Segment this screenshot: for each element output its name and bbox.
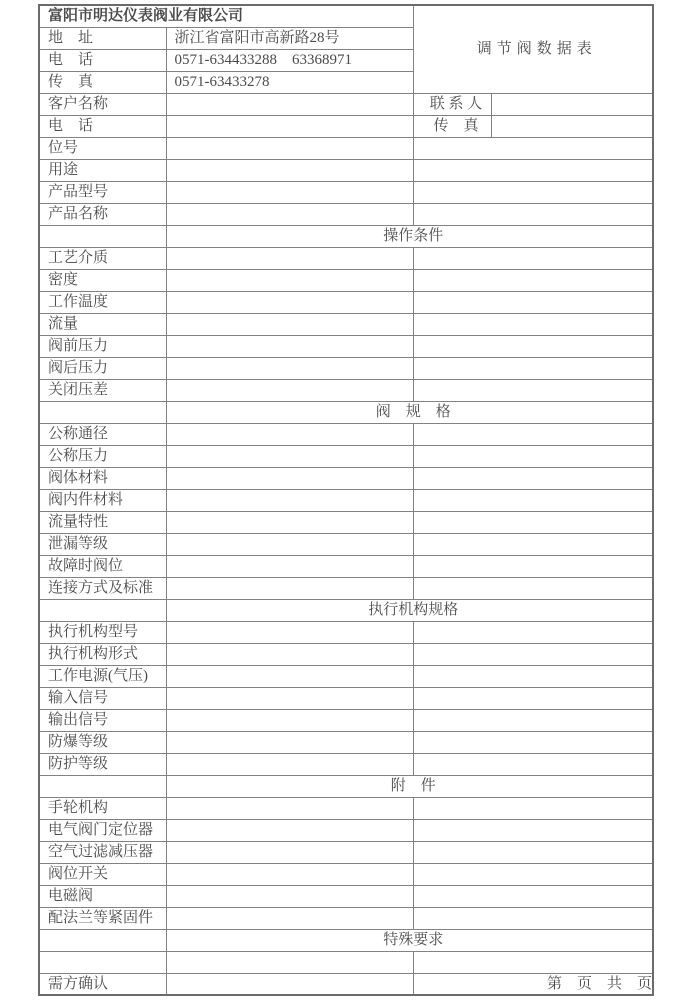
row-nominal-diameter xyxy=(39,423,653,445)
downstream-pressure-label: 阀后压力 xyxy=(39,357,166,379)
row-connection-standard xyxy=(39,577,653,599)
section-valve-spec xyxy=(39,401,653,423)
air-filter-regulator-label: 空气过滤减压器 xyxy=(39,841,166,863)
address-label: 地 址 xyxy=(39,27,166,49)
contact-person-value xyxy=(491,93,653,115)
row-trim-material xyxy=(39,489,653,511)
product-model-value xyxy=(166,181,413,203)
customer-name-label: 客户名称 xyxy=(39,93,166,115)
section-left-cell xyxy=(39,599,166,621)
row-explosion-proof-rating xyxy=(39,731,653,753)
body-material-label: 阀体材料 xyxy=(39,467,166,489)
leakage-class-label: 泄漏等级 xyxy=(39,533,166,555)
page-number-label: 第 页 共 页 xyxy=(413,973,653,995)
row-power-supply xyxy=(39,665,653,687)
section-left-cell xyxy=(39,401,166,423)
row-company xyxy=(39,5,653,27)
section-left-cell xyxy=(39,225,166,247)
explosion-proof-rating-label: 防爆等级 xyxy=(39,731,166,753)
failure-position-label: 故障时阀位 xyxy=(39,555,166,577)
row-product-model xyxy=(39,181,653,203)
row-actuator-type xyxy=(39,643,653,665)
row-leakage-class xyxy=(39,533,653,555)
position-switch-label: 阀位开关 xyxy=(39,863,166,885)
row-customer-phone xyxy=(39,115,653,137)
row-customer-name xyxy=(39,93,653,115)
product-model-extra xyxy=(413,181,653,203)
application-value xyxy=(166,159,413,181)
phone-value: 0571-634433288 63368971 xyxy=(166,49,413,71)
row-footer xyxy=(39,973,653,995)
product-name-value xyxy=(166,203,413,225)
address-value: 浙江省富阳市高新路28号 xyxy=(166,27,413,49)
application-label: 用途 xyxy=(39,159,166,181)
contact-person-label: 联 系 人 xyxy=(413,93,491,115)
company-name: 富阳市明达仪表阀业有限公司 xyxy=(39,5,413,27)
row-upstream-pressure xyxy=(39,335,653,357)
upstream-pressure-label: 阀前压力 xyxy=(39,335,166,357)
row-actuator-model xyxy=(39,621,653,643)
row-air-filter-regulator xyxy=(39,841,653,863)
tag-number-value xyxy=(166,137,413,159)
row-density xyxy=(39,269,653,291)
connection-standard-label: 连接方式及标准 xyxy=(39,577,166,599)
customer-fax-value xyxy=(491,115,653,137)
section-left-cell xyxy=(39,775,166,797)
solenoid-valve-label: 电磁阀 xyxy=(39,885,166,907)
actuator-model-label: 执行机构型号 xyxy=(39,621,166,643)
buyer-confirmation-label: 需方确认 xyxy=(39,973,166,995)
tag-number-label: 位号 xyxy=(39,137,166,159)
accessories-title: 附 件 xyxy=(166,775,653,797)
output-signal-label: 输出信号 xyxy=(39,709,166,731)
row-nominal-pressure xyxy=(39,445,653,467)
customer-fax-label: 传 真 xyxy=(413,115,491,137)
row-tag-number xyxy=(39,137,653,159)
customer-phone-value xyxy=(166,115,413,137)
shutoff-differential-label: 关闭压差 xyxy=(39,379,166,401)
row-output-signal xyxy=(39,709,653,731)
application-extra xyxy=(413,159,653,181)
row-body-material xyxy=(39,467,653,489)
section-actuator-spec xyxy=(39,599,653,621)
row-shutoff-differential xyxy=(39,379,653,401)
product-name-extra xyxy=(413,203,653,225)
row-failure-position xyxy=(39,555,653,577)
row-process-medium xyxy=(39,247,653,269)
customer-name-value xyxy=(166,93,413,115)
fax-value: 0571-63433278 xyxy=(166,71,413,93)
actuator-spec-title: 执行机构规格 xyxy=(166,599,653,621)
row-solenoid-valve xyxy=(39,885,653,907)
row-special-requirements-blank xyxy=(39,951,653,973)
row-application xyxy=(39,159,653,181)
row-product-name xyxy=(39,203,653,225)
tag-number-extra xyxy=(413,137,653,159)
process-medium-label: 工艺介质 xyxy=(39,247,166,269)
flow-rate-label: 流量 xyxy=(39,313,166,335)
density-label: 密度 xyxy=(39,269,166,291)
flow-characteristic-label: 流量特性 xyxy=(39,511,166,533)
row-input-signal xyxy=(39,687,653,709)
customer-phone-label: 电 话 xyxy=(39,115,166,137)
section-operating-conditions xyxy=(39,225,653,247)
protection-rating-label: 防护等级 xyxy=(39,753,166,775)
row-handwheel xyxy=(39,797,653,819)
document-title: 调节阀数据表 xyxy=(413,5,653,93)
special-requirements-title: 特殊要求 xyxy=(166,929,653,951)
actuator-type-label: 执行机构形式 xyxy=(39,643,166,665)
handwheel-label: 手轮机构 xyxy=(39,797,166,819)
valve-spec-title: 阀 规 格 xyxy=(166,401,653,423)
product-model-label: 产品型号 xyxy=(39,181,166,203)
row-working-temperature xyxy=(39,291,653,313)
data-sheet-table xyxy=(38,4,654,996)
row-position-switch xyxy=(39,863,653,885)
fax-label: 传 真 xyxy=(39,71,166,93)
row-positioner xyxy=(39,819,653,841)
section-special-requirements xyxy=(39,929,653,951)
working-temperature-label: 工作温度 xyxy=(39,291,166,313)
section-accessories xyxy=(39,775,653,797)
row-flow-characteristic xyxy=(39,511,653,533)
row-flow-rate xyxy=(39,313,653,335)
product-name-label: 产品名称 xyxy=(39,203,166,225)
phone-label: 电 话 xyxy=(39,49,166,71)
flange-fasteners-label: 配法兰等紧固件 xyxy=(39,907,166,929)
trim-material-label: 阀内件材料 xyxy=(39,489,166,511)
nominal-diameter-label: 公称通径 xyxy=(39,423,166,445)
power-supply-label: 工作电源(气压) xyxy=(39,665,166,687)
buyer-confirmation-value xyxy=(166,973,413,995)
input-signal-label: 输入信号 xyxy=(39,687,166,709)
operating-conditions-title: 操作条件 xyxy=(166,225,653,247)
row-protection-rating xyxy=(39,753,653,775)
row-flange-fasteners xyxy=(39,907,653,929)
section-left-cell xyxy=(39,929,166,951)
row-downstream-pressure xyxy=(39,357,653,379)
positioner-label: 电气阀门定位器 xyxy=(39,819,166,841)
nominal-pressure-label: 公称压力 xyxy=(39,445,166,467)
